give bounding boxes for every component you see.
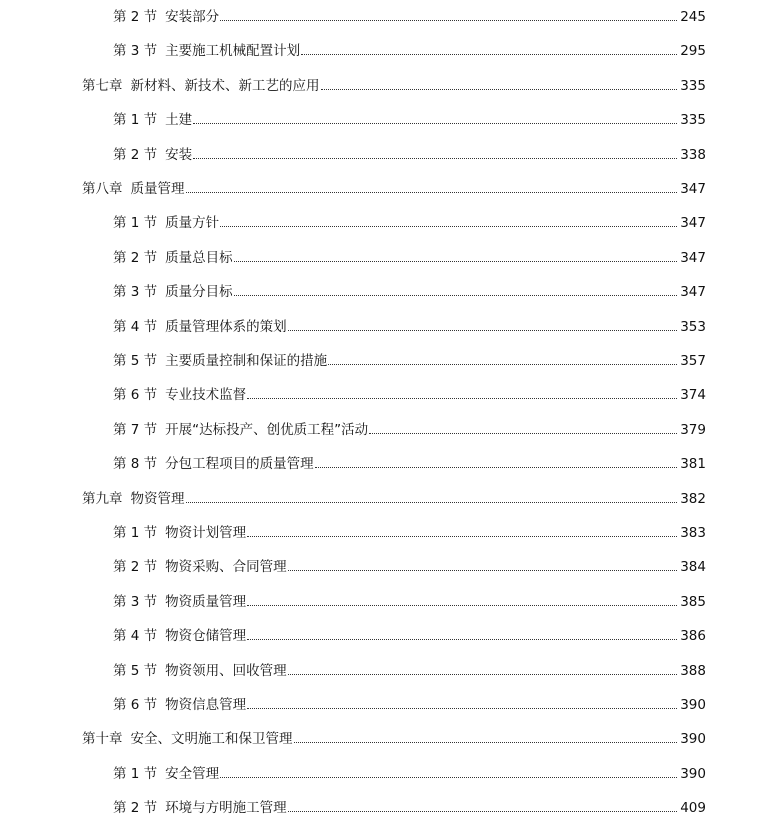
entry-page-number: 379	[680, 421, 706, 438]
dot-leader	[220, 20, 677, 21]
entry-number: 第 3 节	[113, 43, 158, 60]
entry-page-number: 381	[680, 456, 706, 473]
entry-title: 质量方针	[165, 215, 220, 232]
toc-section-entry	[0, 108, 779, 128]
entry-title: 土建	[165, 112, 193, 129]
dot-leader	[247, 639, 677, 640]
toc-section-entry	[0, 418, 779, 438]
dot-leader	[247, 605, 677, 606]
entry-number: 第 6 节	[113, 387, 158, 404]
entry-number: 第 2 节	[113, 249, 158, 266]
entry-number: 第 1 节	[113, 765, 158, 782]
dot-leader	[247, 536, 677, 537]
toc-section-entry	[0, 349, 779, 369]
entry-page-number: 347	[680, 249, 706, 266]
entry-title: 物资仓储管理	[165, 628, 247, 645]
toc-section-entry	[0, 521, 779, 541]
entry-number: 第 1 节	[113, 215, 158, 232]
dot-leader	[193, 123, 677, 124]
entry-title: 物资信息管理	[165, 697, 247, 713]
entry-number: 第 1 节	[113, 112, 158, 129]
entry-number: 第 7 节	[113, 421, 158, 438]
dot-leader	[321, 89, 678, 90]
dot-leader	[247, 708, 677, 709]
entry-page-number: 409	[680, 800, 706, 817]
toc-section-entry	[0, 555, 779, 575]
entry-number: 第 2 节	[113, 9, 158, 25]
dot-leader	[186, 502, 678, 503]
entry-title: 物资领用、回收管理	[165, 662, 287, 679]
entry-number: 第八章	[82, 181, 123, 197]
dot-leader	[369, 433, 677, 434]
entry-page-number: 347	[680, 215, 706, 232]
toc-section-entry	[0, 452, 779, 472]
entry-number: 第 5 节	[113, 353, 158, 369]
toc-chapter-entry	[0, 177, 779, 197]
dot-leader	[315, 467, 677, 468]
entry-title: 质量总目标	[165, 249, 233, 266]
entry-page-number: 335	[680, 77, 706, 94]
entry-title: 环境与方明施工管理	[165, 800, 287, 817]
dot-leader	[288, 570, 677, 571]
dot-leader	[247, 398, 677, 399]
entry-page-number: 374	[680, 387, 706, 404]
dot-leader	[220, 777, 677, 778]
toc-chapter-entry	[0, 74, 779, 94]
entry-title: 物资采购、合同管理	[165, 559, 287, 576]
entry-page-number: 383	[680, 525, 706, 541]
entry-page-number: 388	[680, 662, 706, 679]
entry-page-number: 295	[680, 43, 706, 60]
entry-number: 第 1 节	[113, 525, 158, 541]
dot-leader	[220, 226, 677, 227]
entry-page-number: 384	[680, 559, 706, 576]
dot-leader	[301, 54, 677, 55]
entry-number: 第 4 节	[113, 318, 158, 335]
entry-number: 第 2 节	[113, 559, 158, 576]
entry-page-number: 338	[680, 146, 706, 163]
entry-title: 安装部分	[165, 9, 220, 25]
dot-leader	[288, 674, 677, 675]
entry-page-number: 347	[680, 284, 706, 301]
entry-number: 第 4 节	[113, 628, 158, 645]
entry-number: 第 2 节	[113, 800, 158, 817]
entry-title: 物资管理	[130, 490, 185, 507]
entry-title: 安全管理	[165, 765, 220, 782]
entry-page-number: 347	[680, 181, 706, 197]
entry-page-number: 390	[680, 697, 706, 713]
toc-section-entry	[0, 211, 779, 231]
toc-section-entry	[0, 624, 779, 644]
entry-title: 主要质量控制和保证的措施	[165, 353, 328, 369]
toc-chapter-entry	[0, 487, 779, 507]
dot-leader	[294, 742, 678, 743]
entry-page-number: 382	[680, 490, 706, 507]
entry-number: 第九章	[82, 490, 123, 507]
dot-leader	[193, 158, 677, 159]
toc-section-entry	[0, 143, 779, 163]
entry-page-number: 390	[680, 765, 706, 782]
dot-leader	[288, 330, 677, 331]
entry-title: 主要施工机械配置计划	[165, 43, 301, 60]
entry-title: 安装	[165, 146, 193, 163]
toc-section-entry	[0, 659, 779, 679]
entry-title: 开展“达标投产、创优质工程”活动	[165, 421, 369, 438]
dot-leader	[288, 811, 677, 812]
toc-chapter-entry	[0, 727, 779, 747]
entry-number: 第 3 节	[113, 284, 158, 301]
entry-page-number: 386	[680, 628, 706, 645]
entry-title: 物资计划管理	[165, 525, 247, 541]
toc-section-entry	[0, 590, 779, 610]
entry-page-number: 335	[680, 112, 706, 129]
entry-page-number: 385	[680, 593, 706, 610]
entry-title: 分包工程项目的质量管理	[165, 456, 314, 473]
entry-title: 专业技术监督	[165, 387, 247, 404]
dot-leader	[234, 295, 677, 296]
entry-number: 第 3 节	[113, 593, 158, 610]
entry-number: 第 8 节	[113, 456, 158, 473]
entry-number: 第 5 节	[113, 662, 158, 679]
entry-number: 第 6 节	[113, 697, 158, 713]
entry-title: 物资质量管理	[165, 593, 247, 610]
entry-title: 质量分目标	[165, 284, 233, 301]
dot-leader	[234, 261, 677, 262]
entry-title: 质量管理体系的策划	[165, 318, 287, 335]
toc-section-entry	[0, 383, 779, 403]
entry-page-number: 353	[680, 318, 706, 335]
toc-section-entry	[0, 280, 779, 300]
toc-section-entry	[0, 693, 779, 713]
entry-number: 第 2 节	[113, 146, 158, 163]
entry-page-number: 245	[680, 9, 706, 25]
toc-section-entry	[0, 39, 779, 59]
entry-title: 新材料、新技术、新工艺的应用	[130, 77, 320, 94]
entry-page-number: 357	[680, 353, 706, 369]
toc-section-entry	[0, 762, 779, 782]
dot-leader	[186, 192, 678, 193]
dot-leader	[328, 364, 677, 365]
entry-title: 质量管理	[130, 181, 185, 197]
toc-section-entry	[0, 5, 779, 25]
entry-number: 第七章	[82, 77, 123, 94]
toc-section-entry	[0, 315, 779, 335]
toc-section-entry	[0, 246, 779, 266]
toc-section-entry	[0, 796, 779, 816]
entry-page-number: 390	[680, 731, 706, 748]
entry-title: 安全、文明施工和保卫管理	[130, 731, 293, 748]
entry-number: 第十章	[82, 731, 123, 748]
